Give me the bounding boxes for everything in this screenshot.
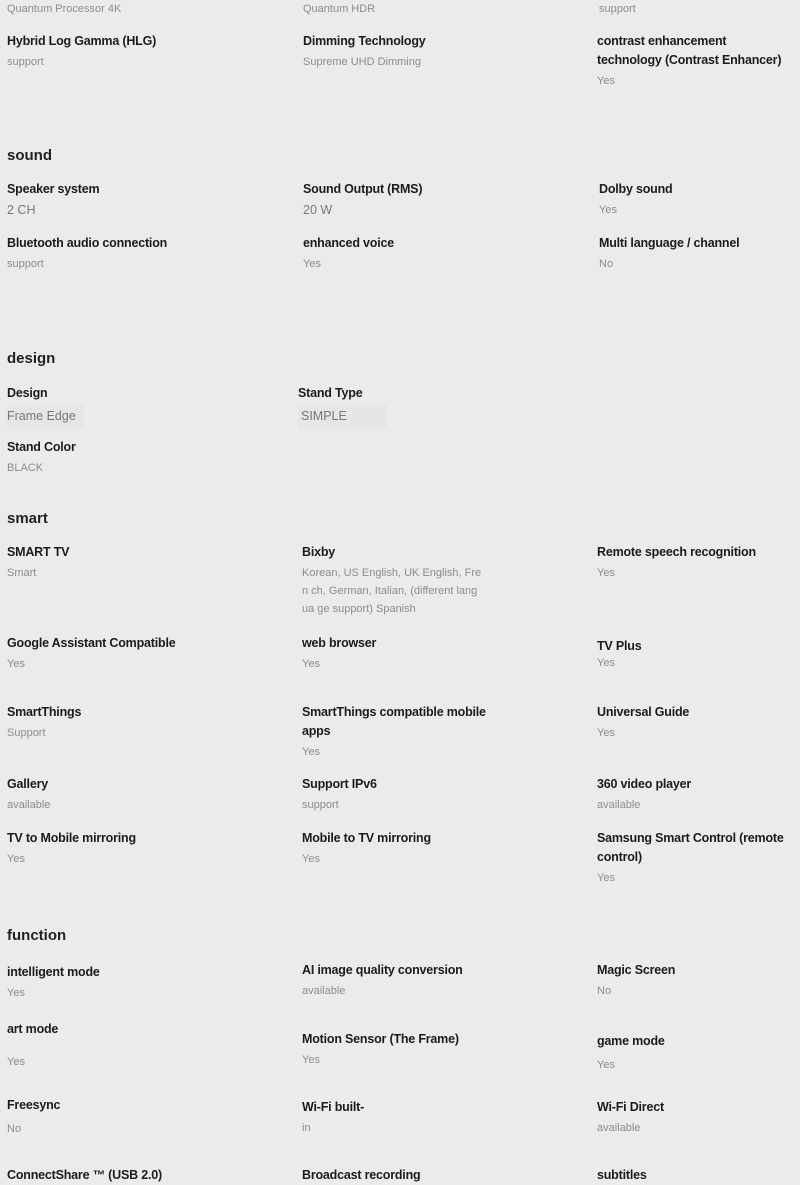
spec-label: Samsung Smart Control (remote control) [597, 831, 784, 864]
spec-smart-control [597, 829, 787, 887]
spec-google-assistant [7, 634, 267, 673]
spec-value: available [597, 799, 641, 811]
spec-remote-speech [597, 543, 787, 582]
spec-processor [7, 0, 121, 18]
spec-magic-screen [597, 961, 787, 1000]
section-title-function: function [7, 927, 67, 944]
spec-design [7, 384, 267, 429]
spec-label: ConnectShare ™ (USB 2.0) [7, 1168, 162, 1182]
section-title-sound: sound [7, 147, 52, 164]
spec-value: No [7, 1123, 22, 1135]
spec-value: No [599, 258, 614, 270]
spec-label: Bluetooth audio connection [7, 236, 168, 250]
spec-label: Universal Guide [597, 705, 690, 719]
spec-label: Motion Sensor (The Frame) [302, 1032, 459, 1046]
spec-label: 360 video player [597, 777, 692, 791]
spec-ai-image [302, 961, 562, 1000]
spec-value: Korean, US English, UK English, Fren ch, German, Italian, (different langua ge support) Spanish [302, 567, 482, 615]
spec-value: Yes [7, 987, 25, 999]
spec-universal-guide [597, 703, 787, 742]
spec-label: Speaker system [7, 182, 100, 196]
spec-label: Dolby sound [599, 182, 673, 196]
spec-label: Remote speech recognition [597, 545, 756, 559]
spec-label: Wi-Fi Direct [597, 1100, 664, 1114]
spec-value: support [7, 56, 44, 68]
spec-smartthings-apps [302, 703, 492, 761]
spec-label: AI image quality conversion [302, 963, 463, 977]
spec-game-mode [597, 1032, 787, 1074]
spec-stand-color [7, 438, 267, 477]
spec-label: Dimming Technology [303, 34, 426, 48]
spec-stand-type [298, 384, 558, 429]
spec-label: intelligent mode [7, 965, 100, 979]
spec-value: SIMPLE [298, 405, 387, 429]
section-title-smart: smart [7, 510, 48, 527]
spec-label: SMART TV [7, 545, 70, 559]
spec-value: Yes [7, 658, 25, 670]
spec-value: available [597, 1122, 641, 1134]
spec-label: Bixby [302, 545, 336, 559]
spec-value: Smart [7, 567, 37, 579]
spec-subtitles [597, 1166, 787, 1185]
spec-value: Yes [302, 658, 320, 670]
spec-dimming [303, 32, 563, 71]
spec-wifi-direct [597, 1098, 787, 1137]
spec-value: available [7, 799, 51, 811]
spec-value: Yes [597, 872, 615, 884]
spec-multi-language [599, 234, 789, 273]
spec-label: contrast enhancement technology (Contrast Enhancer) [597, 34, 782, 67]
spec-label: game mode [597, 1034, 665, 1048]
spec-value: in [302, 1122, 311, 1134]
spec-label: SmartThings compatible mobile apps [302, 705, 486, 738]
spec-label: TV Plus [597, 639, 642, 653]
spec-mobile-to-tv [302, 829, 562, 868]
spec-gallery [7, 775, 267, 814]
spec-value: Yes [597, 75, 615, 87]
spec-web-browser [302, 634, 562, 673]
spec-value: Yes [597, 1059, 615, 1071]
spec-label: Magic Screen [597, 963, 676, 977]
spec-value: BLACK [7, 462, 44, 474]
spec-label: Freesync [7, 1098, 61, 1112]
spec-sound-output [303, 180, 563, 219]
spec-label: Stand Type [298, 386, 363, 400]
spec-label: enhanced voice [303, 236, 394, 250]
spec-dolby-sound [599, 180, 789, 219]
spec-contrast [597, 32, 787, 90]
spec-value: support [7, 258, 44, 270]
spec-value: Frame Edge [7, 405, 84, 429]
spec-bixby [302, 543, 482, 618]
spec-smart-tv [7, 543, 267, 582]
spec-connectshare [7, 1166, 267, 1185]
spec-freesync [7, 1096, 267, 1138]
spec-tv-to-mobile [7, 829, 267, 868]
spec-value: available [302, 985, 346, 997]
spec-intelligent-mode [7, 963, 267, 1002]
spec-value: Yes [302, 853, 320, 865]
spec-label: SmartThings [7, 705, 82, 719]
spec-label: TV to Mobile mirroring [7, 831, 136, 845]
spec-value: Yes [302, 746, 320, 758]
spec-label: Gallery [7, 777, 48, 791]
spec-art-mode [7, 1020, 267, 1071]
spec-smartthings [7, 703, 267, 742]
spec-value: 2 CH [7, 203, 36, 217]
spec-value: Yes [597, 657, 615, 669]
spec-value: Yes [7, 853, 25, 865]
spec-value: Yes [597, 727, 615, 739]
spec-value: Yes [302, 1054, 320, 1066]
spec-enhanced-voice [303, 234, 563, 273]
spec-label: Design [7, 386, 48, 400]
spec-label: Sound Output (RMS) [303, 182, 423, 196]
spec-value: Yes [7, 1056, 25, 1068]
spec-value: support [302, 799, 339, 811]
spec-hdr [303, 0, 375, 18]
spec-label: art mode [7, 1022, 59, 1036]
spec-label: Stand Color [7, 440, 76, 454]
spec-motion-sensor [302, 1030, 562, 1069]
spec-label: Multi language / channel [599, 236, 740, 250]
spec-label: Mobile to TV mirroring [302, 831, 431, 845]
spec-broadcast-recording [302, 1166, 562, 1185]
spec-value: Yes [303, 258, 321, 270]
spec-hlg [7, 32, 267, 71]
section-title-design: design [7, 350, 56, 367]
spec-speaker-system [7, 180, 267, 219]
spec-value: Quantum Processor 4K [7, 3, 122, 15]
spec-wifi-built-in [302, 1098, 562, 1137]
spec-label: web browser [302, 636, 377, 650]
spec-label: subtitles [597, 1168, 647, 1182]
spec-value: Supreme UHD Dimming [303, 56, 421, 68]
spec-value: Yes [597, 567, 615, 579]
spec-value: Quantum HDR [303, 3, 376, 15]
spec-value: No [597, 985, 612, 997]
spec-360-video [597, 775, 787, 814]
spec-hdr-support [599, 0, 636, 18]
spec-label: Broadcast recording [302, 1168, 421, 1182]
spec-label: Support IPv6 [302, 777, 377, 791]
spec-ipv6 [302, 775, 562, 814]
spec-bluetooth-audio [7, 234, 267, 273]
spec-tv-plus [597, 637, 787, 672]
spec-value: 20 W [303, 203, 333, 217]
spec-value: Yes [599, 204, 617, 216]
spec-label: Wi-Fi built- [302, 1100, 365, 1114]
spec-label: Hybrid Log Gamma (HLG) [7, 34, 157, 48]
spec-value: support [599, 3, 636, 15]
spec-value: Support [7, 727, 46, 739]
spec-label: Google Assistant Compatible [7, 636, 176, 650]
